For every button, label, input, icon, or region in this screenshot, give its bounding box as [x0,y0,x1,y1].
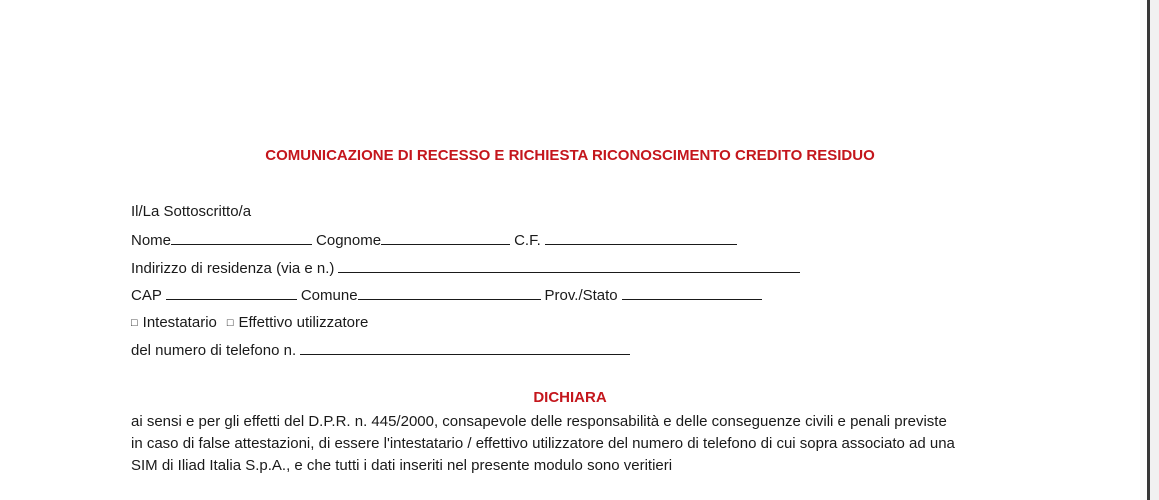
document-title: COMUNICAZIONE DI RECESSO E RICHIESTA RICONOSCIMENTO CREDITO RESIDUO [265,147,875,164]
intestatario-label: Intestatario [142,314,217,331]
declaration-line: ai sensi e per gli effetti del D.P.R. n. 445/2000, consapevole delle responsabilità e delle conseguenze civili e penali previste [131,413,947,430]
address-row [131,259,800,278]
cf-label: C.F. [514,232,541,249]
prov-label: Prov./Stato [544,287,618,304]
name-row [131,231,737,250]
utilizzatore-label: Effettivo utilizzatore [238,314,369,331]
cap-label: CAP [131,287,162,304]
intro-line [131,203,251,221]
viewer-background [1150,0,1159,500]
intestatario-checkbox[interactable]: □ [131,317,138,329]
declaration-paragraph [131,411,1036,477]
intro-text: Il/La Sottoscritto/a [131,203,252,220]
indirizzo-label: Indirizzo di residenza (via e n.) [131,260,335,277]
indirizzo-field[interactable] [338,259,800,273]
location-row [131,286,762,305]
cf-field[interactable] [545,231,737,245]
cognome-label: Cognome [316,232,382,249]
phone-row [131,341,630,360]
telefono-label: del numero di telefono n. [131,342,297,359]
cap-field[interactable] [166,286,297,300]
utilizzatore-checkbox[interactable]: □ [226,317,234,329]
nome-field[interactable] [171,231,312,245]
cognome-field[interactable] [381,231,510,245]
role-row [131,314,368,332]
prov-field[interactable] [622,286,762,300]
comune-label: Comune [300,287,358,304]
page-edge [1147,0,1150,500]
declaration-line: SIM di Iliad Italia S.p.A., e che tutti i dati inseriti nel presente modulo sono veritieri [131,457,673,474]
declaration-heading: DICHIARA [533,389,607,406]
nome-label: Nome [131,232,172,249]
telefono-field[interactable] [300,341,630,355]
comune-field[interactable] [358,286,541,300]
declaration-line: in caso di false attestazioni, di essere l'intestatario / effettivo utilizzatore del numero di telefono di cui sopra associato ad una [131,435,955,452]
